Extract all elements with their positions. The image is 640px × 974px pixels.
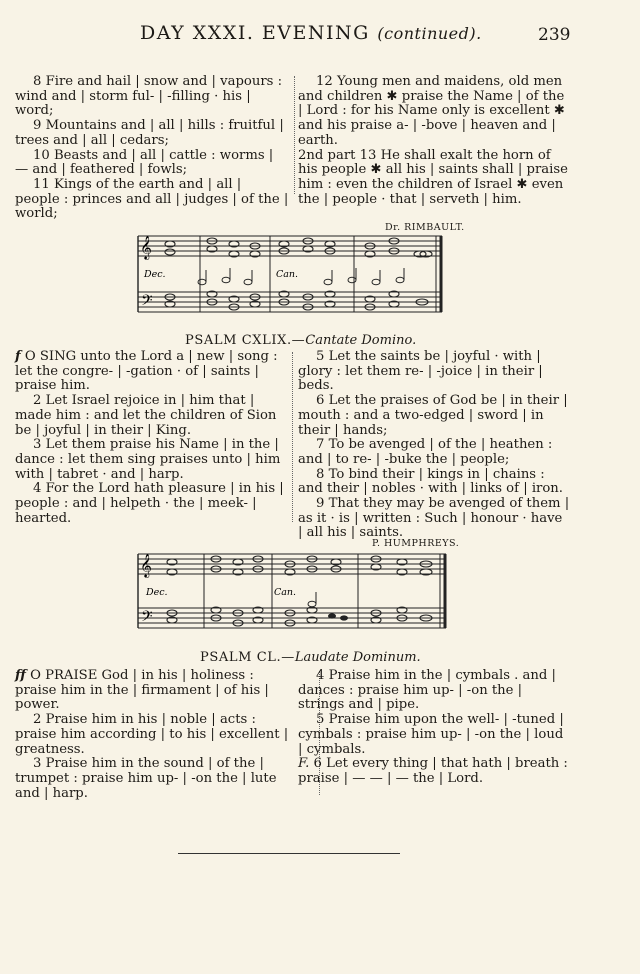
closing-rule [178,853,400,854]
verse: 8 Fire and hail | snow and | vapours : wind and | storm ful- | -filling · his | word; [15,74,283,119]
dec-label: Dec. [144,269,166,280]
dec-label: Dec. [146,587,168,598]
treble-staff [138,554,446,574]
treble-staff [138,236,442,256]
verse: 9 Mountains and | all | hills : fruitful | trees and | all | cedars; [15,118,284,148]
psalm149-left-column [15,350,288,526]
chant1-score [130,232,450,320]
chant2-score [132,548,452,636]
bass-staff [138,292,442,312]
chant2-notes [167,556,432,626]
verse: 6 Let the praises of God be | in their | mouth : and a two-edged | sword | in their | hands; [298,393,568,438]
chant2-composer: P. HUMPHREYS. [372,538,460,549]
chant1-notes [165,238,432,310]
verse: 4 Praise him in the | cymbals . and | dances : praise him up- | -on the | strings and | pipe. [298,668,556,713]
bass-staff [138,608,446,628]
chant2-tenor-notes [308,592,316,607]
column-divider [292,352,293,522]
verse: 3 Let them praise his Name | in the | dance : let them sing praises unto | him with | tabret · and | harp. [15,437,281,482]
running-header [0,22,640,50]
verse: 9 That they may be avenged of them | as it · is | written : Such | honour · have | all his | saints. [298,496,570,541]
psalm149-right-column [298,350,570,541]
verse: 5 Let the saints be | joyful · with | glory : let them re- | -joice | in their | beds. [298,349,543,394]
chant1-tenor-notes [198,268,404,285]
verse: 11 Kings of the earth and | all | people : princes and all | judges | of the | world; [15,176,289,222]
can-label: Can. [276,269,299,280]
verse: 7 To be avenged | of the | heathen : and | to re- | -buke the | people; [298,437,553,467]
psalm148-right-column [298,75,570,207]
page-number: 239 [538,25,571,45]
header-title: DAY XXXI. EVENING (continued). [140,22,482,44]
verse: 2nd part 13 He shall exalt the horn of his people ✱ all his | saints shall | praise him : even the children of Israel ✱ even the | people · that | serveth | him. [298,147,568,207]
psalm150-right-column [298,669,570,787]
psalm148-left-column [15,75,290,222]
psalm149-caption: PSALM CXLIX.—Cantate Domino. [185,333,417,348]
verse: 2 Let Israel rejoice in | him that | made him : and let the children of Sion be | joyful | in their | King. [15,393,277,438]
verse: F. 6 Let every thing | that hath | breath : praise | — — | — the | Lord. [298,756,568,786]
verse: 2 Praise him in his | noble | acts : praise him according | to his | excellent | greatness. [15,712,289,757]
verse: 4 For the Lord hath pleasure | in his | people : and | helpeth · the | meek- | hearted. [15,481,284,526]
column-divider [294,76,295,194]
verse: 3 Praise him in the sound | of the | trumpet : praise him up- | -on the | lute and | harp. [15,756,277,801]
chant2-black-notes [328,613,348,620]
psalm150-left-column [15,669,290,801]
can-label: Can. [274,587,297,598]
verse: 10 Beasts and | all | cattle : worms | — and | feathered | fowls; [15,147,274,178]
treble-clef-icon: 𝄞 [140,553,152,577]
verse: ff O PRAISE God | in his | holiness : praise him in the | firmament | of his | power. [15,668,269,713]
verse: 8 To bind their | kings in | chains : and their | nobles · with | links of | iron. [298,466,563,497]
bass-clef-icon: 𝄢 [141,292,153,313]
psalm150-caption: PSALM CL.—Laudate Dominum. [200,650,421,665]
verse: 12 Young men and maidens, old men and children ✱ praise the Name | of the | Lord : for his Name only is excellent ✱ and his praise a- | -bove | heaven and | earth. [298,74,565,148]
treble-clef-icon: 𝄞 [140,235,152,259]
verse: 5 Praise him upon the well- | -tuned | cymbals : praise him up- | -on the | loud | cymbals. [298,712,564,757]
verse: f O SING unto the Lord a | new | song : let the congre- | -gation · of | saints | praise him. [15,349,278,394]
bass-clef-icon: 𝄢 [141,608,153,629]
chant1-composer: Dr. RIMBAULT. [385,222,465,233]
